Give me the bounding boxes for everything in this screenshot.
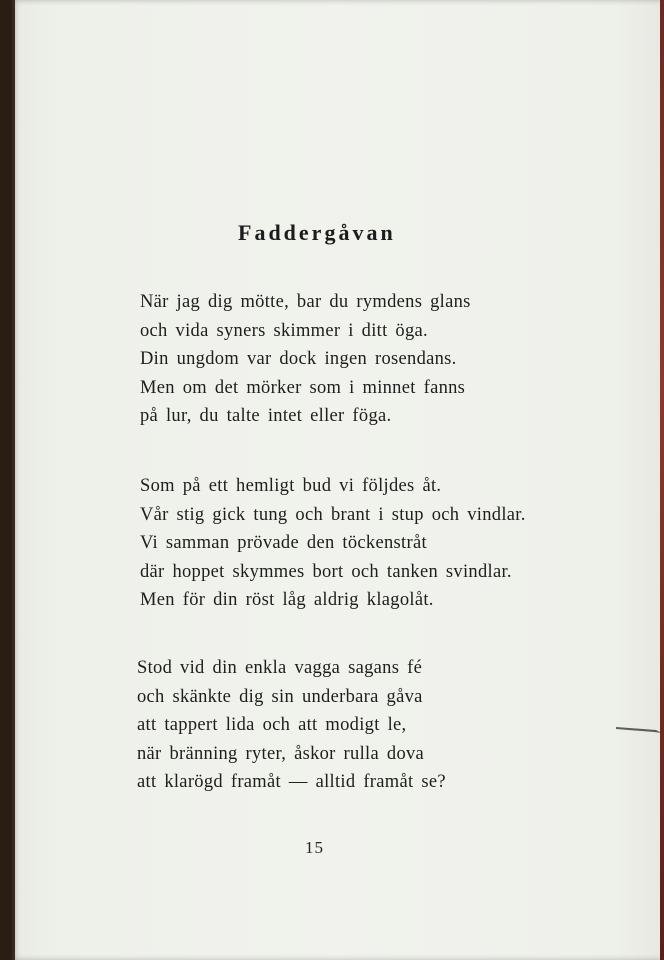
poem-line: att klarögd framåt — alltid framåt se? [137, 772, 446, 792]
poem-line: Men om det mörker som i minnet fanns [140, 377, 466, 398]
poem-line: Stod vid din enkla vagga sagans fé [137, 658, 423, 678]
page-tab-marker [616, 724, 662, 734]
poem-line: Din ungdom var dock ingen rosendans. [140, 349, 457, 369]
stanza-1 [140, 288, 471, 431]
poem-line: och skänkte dig sin underbara gåva [137, 686, 423, 707]
poem-line: på lur, du talte intet eller föga. [140, 406, 392, 426]
poem-line: Vår stig gick tung och brant i stup och vindlar. [140, 504, 526, 525]
poem-line: När jag dig mötte, bar du rymdens glans [140, 292, 471, 312]
book-page [12, 0, 664, 960]
stanza-2 [140, 472, 526, 615]
poem-line: att tappert lida och att modigt le, [137, 715, 407, 735]
poem-line: och vida syners skimmer i ditt öga. [140, 320, 428, 341]
poem-line: Vi samman prövade den töckenstråt [140, 533, 427, 553]
poem-line: där hoppet skymmes bort och tanken svindlar. [140, 561, 512, 582]
poem-line: Men för din röst låg aldrig klagolåt. [140, 590, 434, 610]
cover-edge [660, 0, 664, 960]
page-number: 15 [305, 838, 324, 857]
stanza-3 [137, 654, 446, 797]
poem-line: när bränning ryter, åskor rulla dova [137, 743, 425, 764]
poem-title: Faddergåvan [238, 220, 396, 245]
poem-line: Som på ett hemligt bud vi följdes åt. [140, 476, 442, 496]
binding-edge [12, 0, 15, 960]
